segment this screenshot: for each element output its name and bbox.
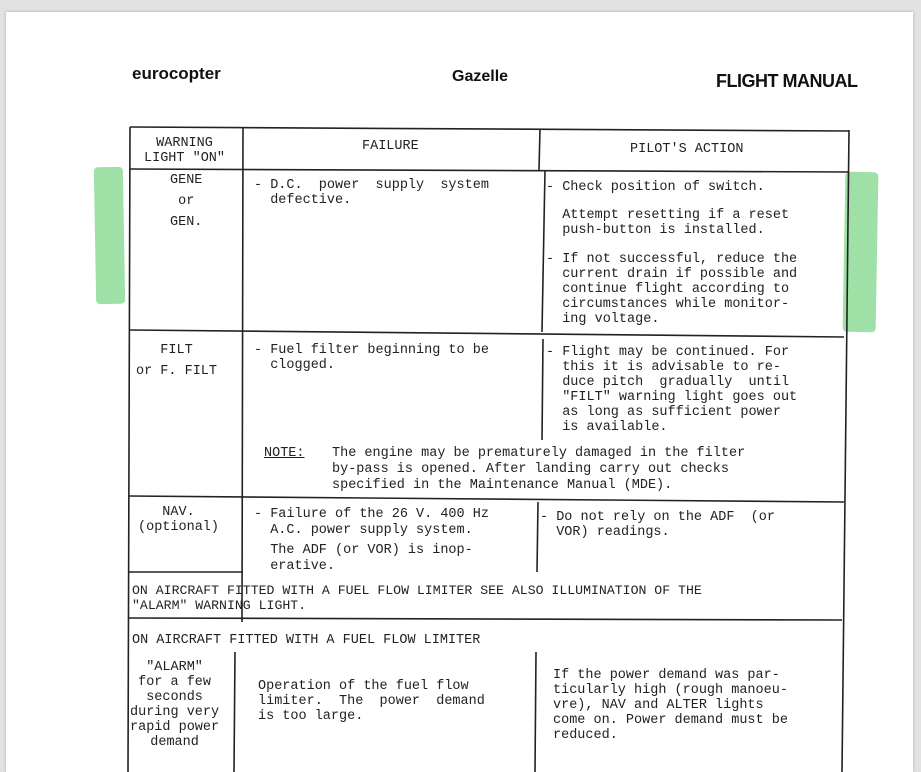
- row-nav-failure-extra: The ADF (or VOR) is inop- erative.: [270, 543, 473, 574]
- manual-title: FLIGHT MANUAL: [716, 71, 858, 91]
- brand-name: eurocopter: [132, 64, 221, 83]
- row-gene-failure: - D.C. power supply system defective.: [254, 178, 489, 208]
- manual-page: [6, 12, 913, 772]
- row-nav-light: NAV. (optional): [138, 505, 220, 535]
- model-name: Gazelle: [452, 68, 509, 85]
- row-filt-failure: - Fuel filter beginning to be clogged.: [254, 343, 489, 373]
- fuel-limiter-note: ON AIRCRAFT FITTED WITH A FUEL FLOW LIMITER SEE ALSO ILLUMINATION OF THE "ALARM" WARNING LIGHT.: [132, 583, 702, 613]
- row-gene-action-1: - Check position of switch.: [546, 180, 765, 195]
- alarm-row-failure: Operation of the fuel flow limiter. The power demand is too large.: [258, 679, 485, 724]
- col-header-pilots-action: PILOT'S ACTION: [630, 142, 744, 157]
- alarm-row-light: "ALARM" for a few seconds during very rapid power demand: [130, 660, 220, 750]
- row-gene-light: GENE or GEN.: [170, 173, 203, 230]
- row-filt-action-1: - Flight may be continued. For this it is advisable to re- duce pitch gradually until "FILT" warning light goes out as long as sufficient power is available.: [546, 345, 798, 435]
- row-gene-action-3: - If not successful, reduce the current drain if possible and continue flight according to circumstances while monitor- ing voltage.: [546, 252, 798, 327]
- col-header-warning-light: WARNING LIGHT "ON": [144, 136, 226, 166]
- row-filt-light: FILT or F. FILT: [136, 343, 218, 379]
- col-header-failure: FAILURE: [362, 139, 419, 154]
- fuel-limiter-heading: ON AIRCRAFT FITTED WITH A FUEL FLOW LIMITER: [132, 633, 481, 648]
- row-nav-failure: - Failure of the 26 V. 400 Hz A.C. power supply system.: [254, 507, 489, 538]
- row-nav-action-1: - Do not rely on the ADF (or VOR) readings.: [540, 510, 775, 540]
- note-text: The engine may be prematurely damaged in the filter by-pass is opened. After landing carry out checks specified in the Maintenance Manual (MDE).: [332, 446, 746, 493]
- alarm-row-action: If the power demand was par- ticularly high (rough manoeu- vre), NAV and ALTER lights come on. Power demand must be reduced.: [553, 668, 788, 743]
- row-gene-action-2: Attempt resetting if a reset push-button is installed.: [562, 208, 790, 238]
- note-label: NOTE:: [264, 446, 305, 461]
